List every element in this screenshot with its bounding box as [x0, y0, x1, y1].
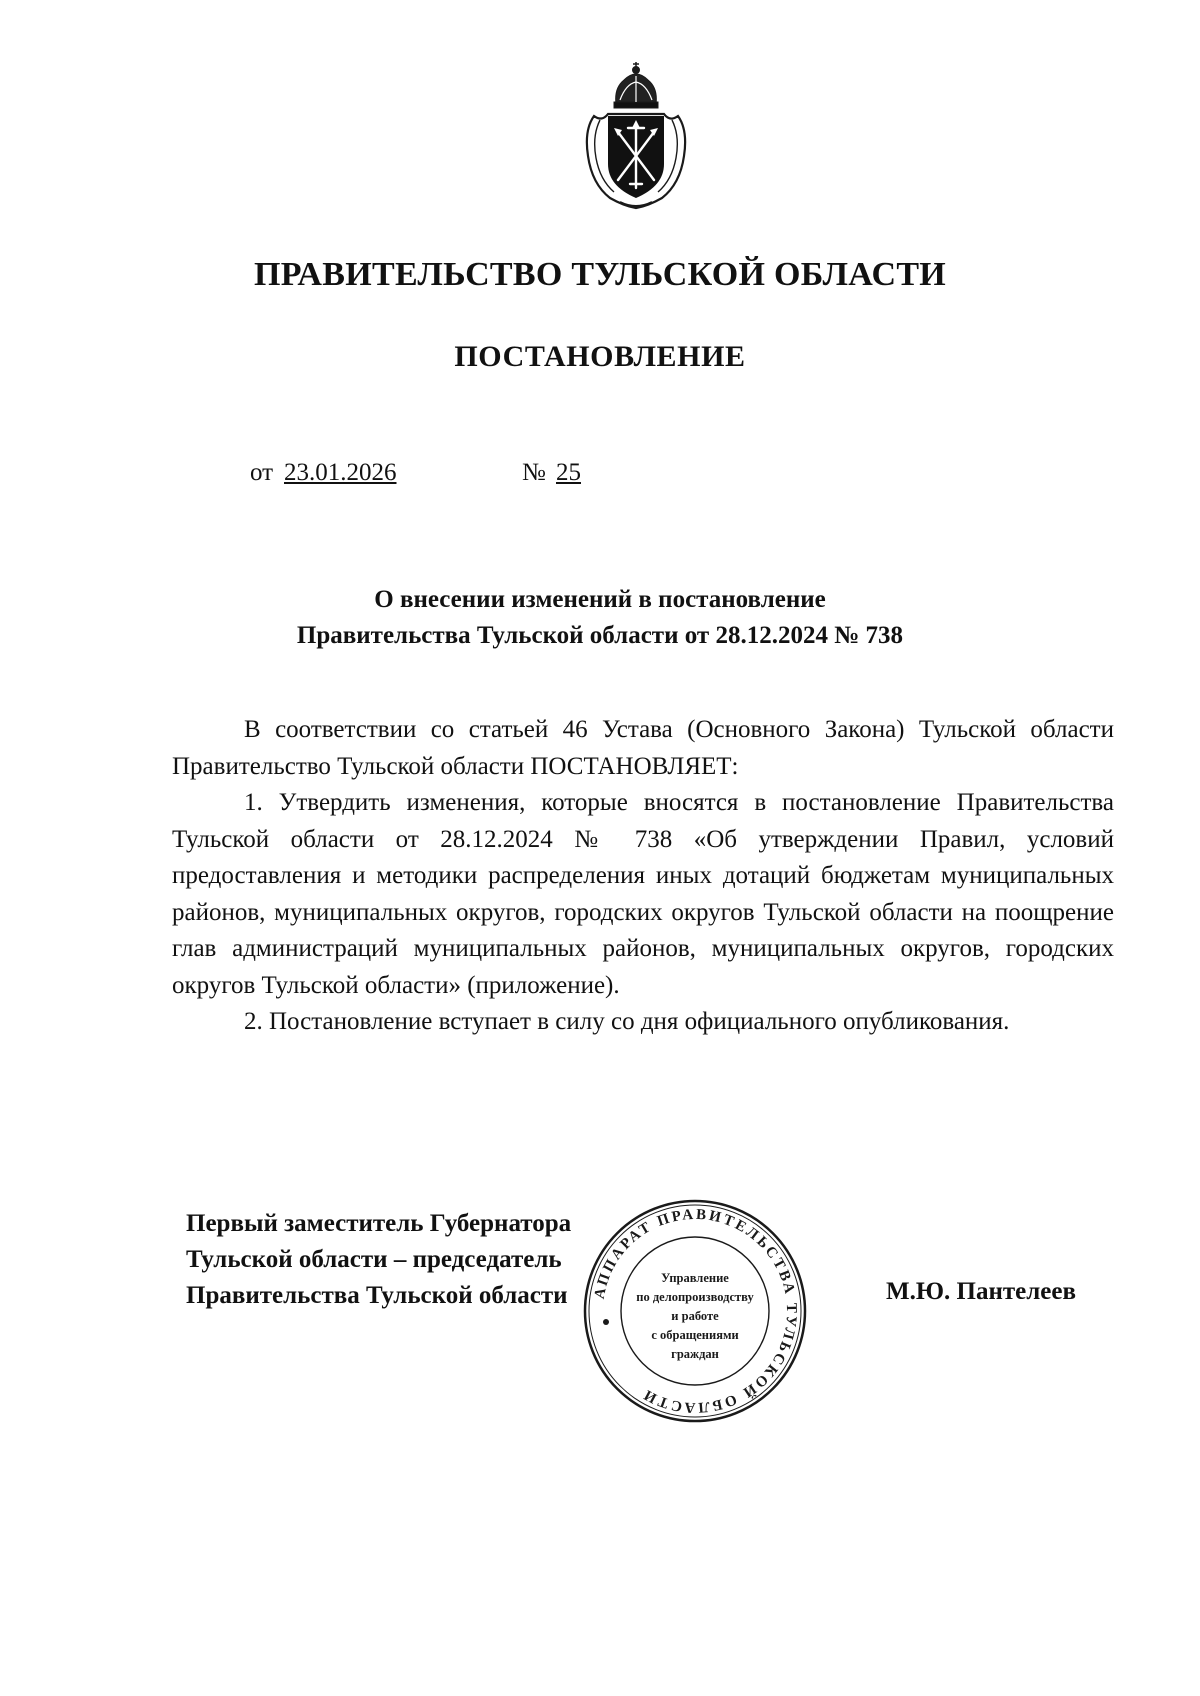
- signatory-name: М.Ю. Пантелеев: [886, 1278, 1076, 1305]
- seal-center-line-3: и работе: [671, 1309, 719, 1323]
- signature-title-line-1: Первый заместитель Губернатора: [186, 1210, 572, 1237]
- body-paragraph-3: 2. Постановление вступает в силу со дня официального опубликования.: [244, 1008, 1010, 1035]
- seal-ring-text: АППАРАТ ПРАВИТЕЛЬСТВА ТУЛЬСКОЙ ОБЛАСТИ: [591, 1206, 800, 1416]
- seal-center-line-1: Управление: [661, 1271, 729, 1285]
- body-paragraph-2: 1. Утвердить изменения, которые вносятся в постановление Правительства Тульской области от 28.12.2024 № 738 «Об утверждении Правил, условий предоставления и методики распределения иных дотаций бюджетам муниципальных районов, муниципальных округов, городских округов Тульской области на поощрение глав администраций муниципальных районов, муниципальных округов, городских округов Тульской области» (приложение).: [172, 789, 1114, 999]
- organization-title: ПРАВИТЕЛЬСТВО ТУЛЬСКОЙ ОБЛАСТИ: [253, 256, 947, 293]
- seal-center-line-5: граждан: [671, 1347, 719, 1361]
- subject-line-2: Правительства Тульской области от 28.12.2024 № 738: [296, 622, 904, 649]
- seal-center-line-4: с обращениями: [651, 1328, 739, 1342]
- document-body: [172, 712, 1114, 1041]
- seal-center-line-2: по делопроизводству: [636, 1290, 754, 1304]
- document-subject: [0, 582, 1200, 654]
- date-label: от: [250, 459, 274, 486]
- coat-of-arms-icon: [580, 60, 692, 210]
- date-value: 23.01.2026: [284, 459, 397, 486]
- official-seal-stamp: [582, 1198, 808, 1424]
- document-type-title: ПОСТАНОВЛЕНИЕ: [454, 340, 746, 373]
- signature-block: [186, 1206, 571, 1314]
- signature-title-line-2: Тульской области – председатель: [186, 1246, 562, 1273]
- number-value: 25: [556, 459, 581, 486]
- body-paragraph-1: В соответствии со статьей 46 Устава (Основного Закона) Тульской области Правительство Тульской области ПОСТАНОВЛЯЕТ:: [172, 716, 1114, 780]
- subject-line-1: О внесении изменений в постановление: [374, 586, 826, 613]
- number-label: №: [522, 459, 546, 486]
- signature-title-line-3: Правительства Тульской области: [186, 1282, 568, 1309]
